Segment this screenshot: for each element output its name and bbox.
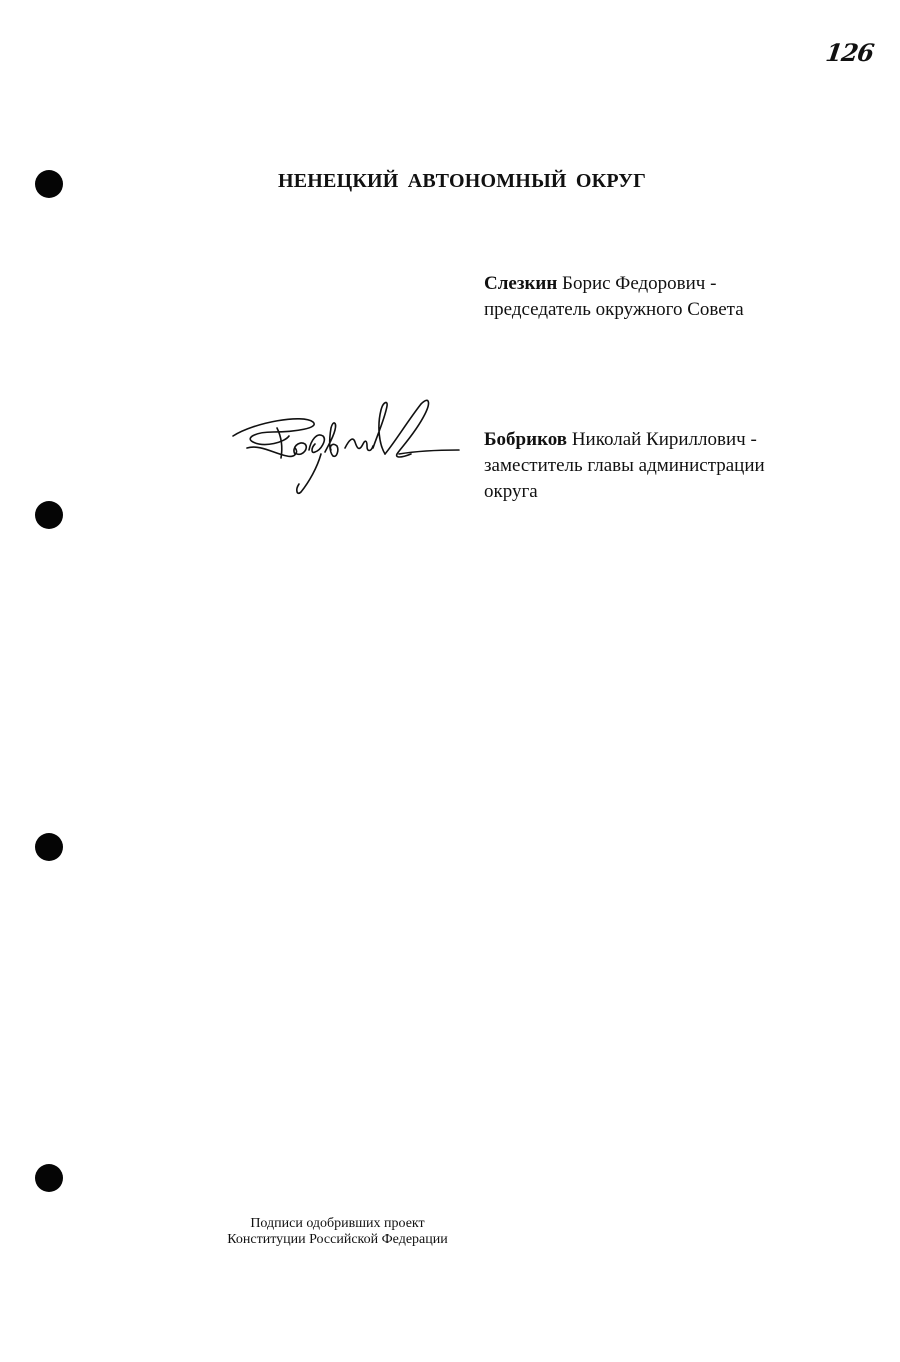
- handwritten-signature-icon: [225, 392, 465, 502]
- signatory-surname: Бобриков: [484, 429, 568, 450]
- footer-line-2: Конституции Российской Федерации: [227, 1232, 448, 1247]
- signatory-name-line: [484, 427, 814, 453]
- signatory-name-line: [484, 271, 814, 297]
- document-title: НЕНЕЦКИЙ АВТОНОМНЫЙ ОКРУГ: [278, 170, 647, 192]
- punch-hole-icon: [35, 1164, 63, 1192]
- signatory-given-names: Борис Федорович -: [557, 273, 717, 294]
- signatory-given-names: Николай Кириллович -: [567, 429, 757, 450]
- page-number: 126: [823, 38, 876, 67]
- punch-hole-icon: [35, 170, 63, 198]
- signatory-position: заместитель главы администрации округа: [484, 455, 765, 502]
- signatory-position: председатель окружного Совета: [484, 299, 744, 320]
- signatory-surname: Слезкин: [484, 273, 558, 294]
- signatory-bobrikov: [484, 427, 814, 505]
- punch-hole-icon: [35, 501, 63, 529]
- footer-caption: [200, 1216, 475, 1248]
- footer-line-1: Подписи одобривших проект: [250, 1216, 425, 1231]
- punch-hole-icon: [35, 833, 63, 861]
- signatory-slezkin: [484, 271, 814, 323]
